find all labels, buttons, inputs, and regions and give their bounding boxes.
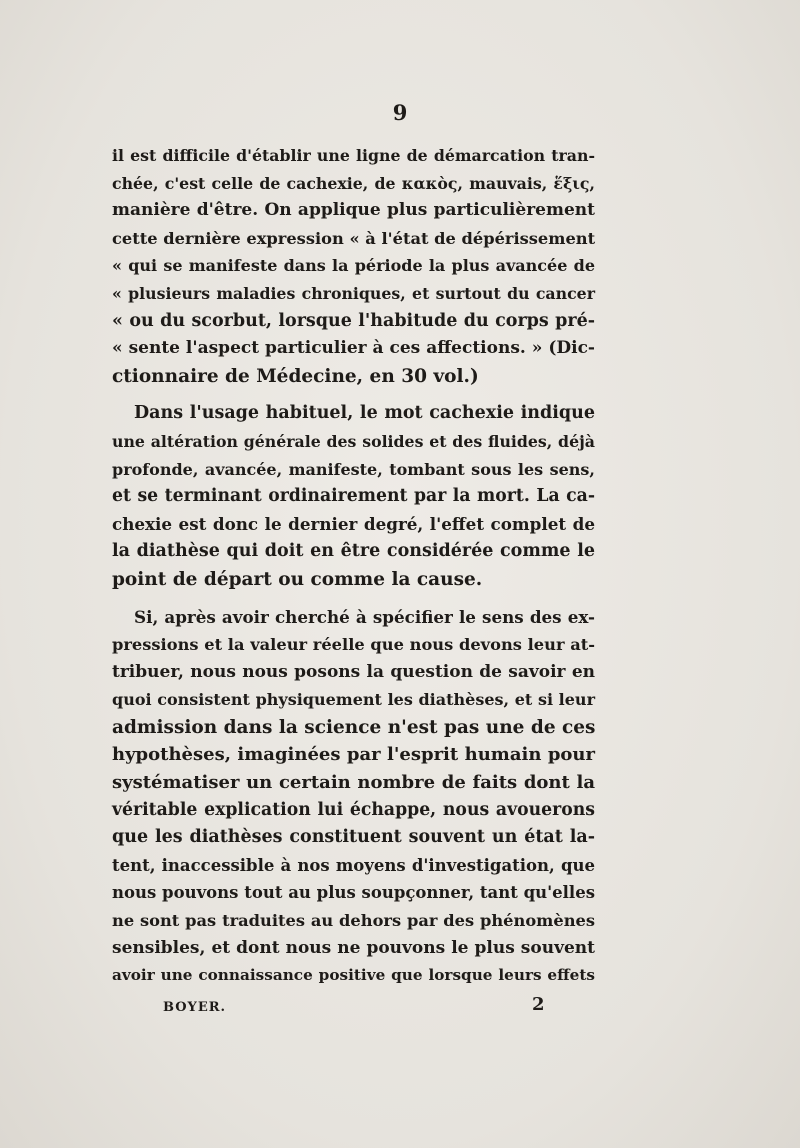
paragraph: [112, 142, 595, 390]
text-line: Si, après avoir cherché à spécifier le sens des ex-: [134, 606, 595, 627]
text-line: une altération générale des solides et des fluides, déjà: [112, 431, 595, 451]
text-line: pressions et la valeur réelle que nous devons leur at-: [112, 635, 595, 655]
text-line: ne sont pas traduites au dehors par des phénomènes: [112, 911, 595, 931]
text-line: hypothèses, imaginées par l'esprit humain pour: [112, 744, 595, 766]
text-line: véritable explication lui échappe, nous avouerons: [112, 799, 595, 820]
text-line: chexie est donc le dernier degré, l'effet complet de: [112, 513, 595, 534]
text-line: « sente l'aspect particulier à ces affections. » (Dic-: [112, 338, 595, 359]
text-line: et se terminant ordinairement par la mort. La ca-: [112, 486, 595, 507]
text-line: point de départ ou comme la cause.: [112, 568, 483, 590]
text-line: « plusieurs maladies chroniques, et surtout du cancer: [112, 283, 595, 303]
text-line: chée, c'est celle de cachexie, de κακὸς, mauvais, ἕξις,: [112, 173, 595, 193]
text-line: « qui se manifeste dans la période la plus avancée de: [112, 256, 595, 276]
text-line: profonde, avancée, manifeste, tombant sous les sens,: [112, 459, 595, 479]
text-line: Dans l'usage habituel, le mot cachexie indique: [134, 403, 595, 424]
text-line: tribuer, nous nous posons la question de savoir en: [112, 661, 595, 682]
sheet-number: 2: [532, 994, 545, 1015]
text-line: ctionnaire de Médecine, en 30 vol.): [112, 365, 479, 387]
paragraph: [112, 400, 595, 593]
body-text: [112, 142, 595, 1000]
text-line: la diathèse qui doit en être considérée comme le: [112, 541, 595, 562]
signature-mark: BOYER.: [163, 1000, 227, 1015]
text-line: cette dernière expression « à l'état de dépérissement: [112, 228, 596, 248]
text-line: quoi consistent physiquement les diathèses, et si leur: [112, 690, 595, 710]
text-line: sensibles, et dont nous ne pouvons le plus souvent: [112, 937, 595, 958]
text-line: nous pouvons tout au plus soupçonner, tant qu'elles: [112, 883, 595, 903]
paragraph: [112, 604, 595, 990]
page-number: 9: [392, 100, 408, 125]
text-line: il est difficile d'établir une ligne de démarcation tran-: [112, 146, 595, 165]
text-line: systématiser un certain nombre de faits dont la: [112, 772, 595, 794]
text-line: que les diathèses constituent souvent un état la-: [112, 827, 595, 848]
text-line: manière d'être. On applique plus particulièrement: [112, 200, 595, 221]
text-line: « ou du scorbut, lorsque l'habitude du corps pré-: [112, 310, 595, 331]
text-line: avoir une connaissance positive que lorsque leurs effets: [112, 966, 595, 985]
text-line: admission dans la science n'est pas une de ces: [112, 716, 596, 738]
text-line: tent, inaccessible à nos moyens d'investigation, que: [112, 855, 595, 875]
